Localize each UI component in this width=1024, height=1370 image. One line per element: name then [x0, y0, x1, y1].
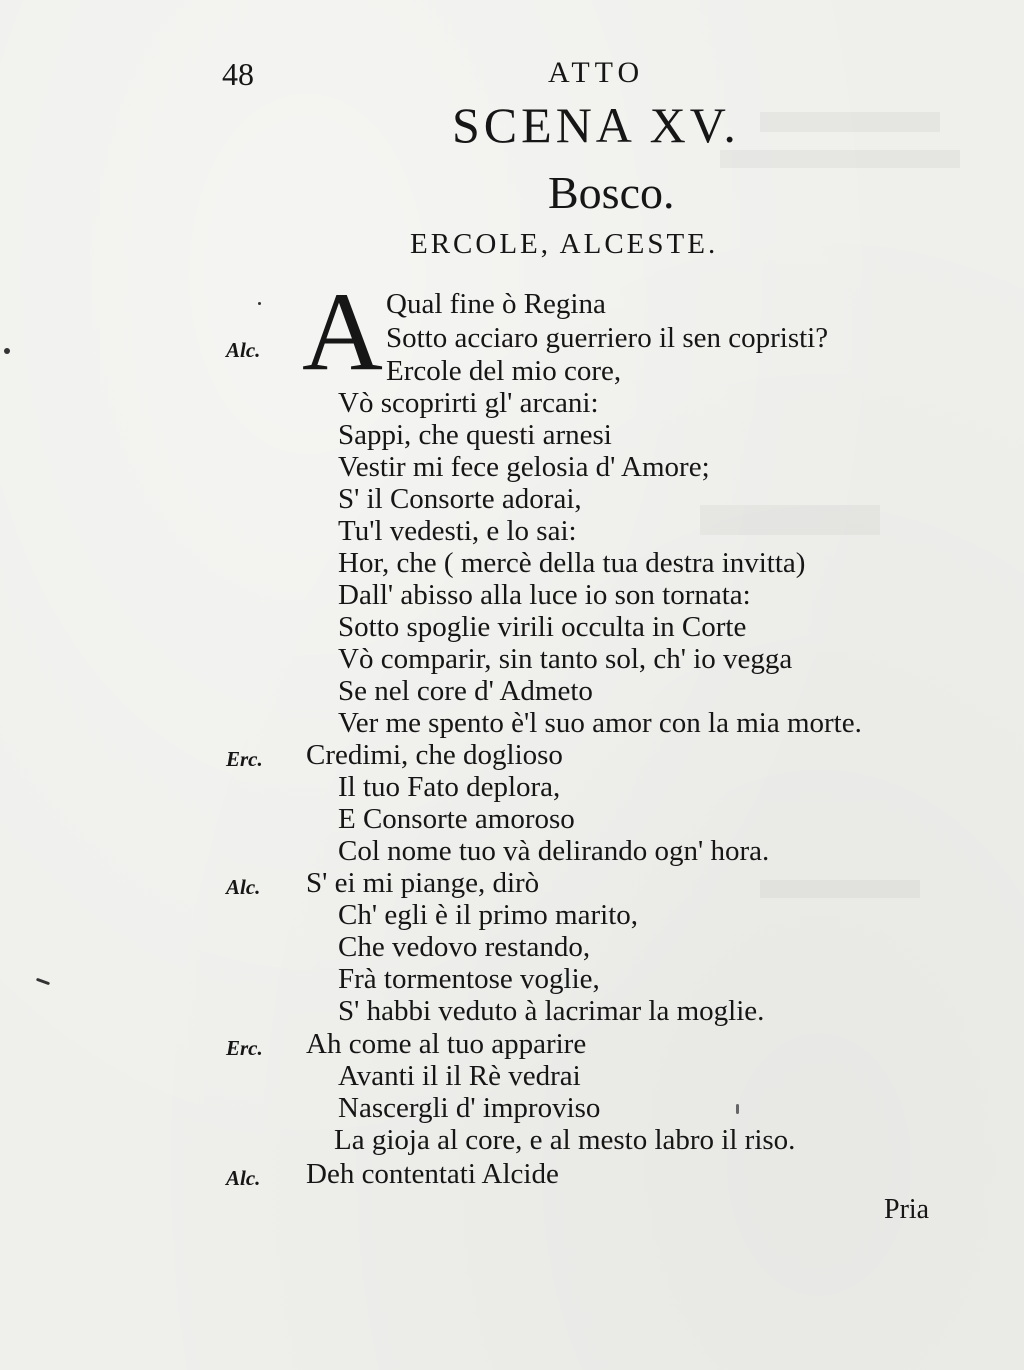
- verse-line: Frà tormentose voglie,: [338, 963, 600, 995]
- scene-place: Bosco.: [548, 167, 675, 218]
- verse-line: Se nel core d' Admeto: [338, 675, 593, 707]
- verse-line: S' ei mi piange, dirò: [306, 867, 540, 899]
- verse-line: Il tuo Fato deplora,: [338, 771, 561, 803]
- verse-line: Sotto spoglie virili occulta in Corte: [338, 611, 747, 643]
- verse-line: Sappi, che questi arnesi: [338, 419, 612, 451]
- verse-line: E Consorte amoroso: [338, 803, 575, 835]
- verse-line: Deh contentati Alcide: [306, 1158, 559, 1190]
- verse-line: S' habbi veduto à lacrimar la moglie.: [338, 995, 765, 1027]
- verse-line: Hor, che ( mercè della tua destra invitta): [338, 547, 806, 579]
- scene-title: SCENA XV.: [452, 97, 740, 153]
- verse-line: Vò comparir, sin tanto sol, ch' io vegga: [338, 643, 793, 675]
- ink-speck: [4, 348, 10, 354]
- speaker-label: Alc.: [226, 875, 261, 899]
- show-through-mark: [760, 880, 920, 898]
- scene-characters: ERCOLE, ALCESTE.: [410, 228, 719, 260]
- verse-line: Ah come al tuo apparire: [306, 1028, 587, 1060]
- speaker-label: Erc.: [226, 747, 263, 771]
- show-through-mark: [700, 505, 880, 535]
- verse-line: Col nome tuo và delirando ogn' hora.: [338, 835, 770, 867]
- show-through-mark: [720, 150, 960, 168]
- verse-line: Sotto acciaro guerriero il sen copristi?: [386, 322, 829, 354]
- ink-speck: [736, 1104, 739, 1114]
- ink-speck: [258, 302, 261, 305]
- drop-capital: A: [302, 270, 383, 394]
- running-head: ATTO: [548, 56, 645, 89]
- verse-line: Credimi, che doglioso: [306, 739, 563, 771]
- verse-line: S' il Consorte adorai,: [338, 483, 582, 515]
- verse-line: Dall' abisso alla luce io son tornata:: [338, 579, 751, 611]
- verse-line: Ver me spento è'l suo amor con la mia morte.: [338, 707, 862, 739]
- verse-line: Tu'l vedesti, e lo sai:: [338, 515, 577, 547]
- verse-line: Vestir mi fece gelosia d' Amore;: [338, 451, 710, 483]
- ink-speck: [36, 978, 50, 986]
- verse-line: Ch' egli è il primo marito,: [338, 899, 639, 931]
- verse-line: Avanti il il Rè vedrai: [338, 1060, 581, 1092]
- verse-line: Che vedovo restando,: [338, 931, 591, 963]
- speaker-label: Alc.: [226, 338, 261, 362]
- speaker-label: Alc.: [226, 1166, 261, 1190]
- page-number: 48: [222, 56, 254, 92]
- verse-line: La gioja al core, e al mesto labro il riso.: [334, 1124, 796, 1156]
- verse-line: Ercole del mio core,: [386, 355, 622, 387]
- speaker-label: Erc.: [226, 1036, 263, 1060]
- catchword: Pria: [884, 1194, 930, 1225]
- verse-line: Nascergli d' improviso: [338, 1092, 601, 1124]
- verse-line: Vò scoprirti gl' arcani:: [338, 387, 599, 419]
- show-through-mark: [760, 112, 940, 132]
- verse-line: Qual fine ò Regina: [386, 288, 606, 320]
